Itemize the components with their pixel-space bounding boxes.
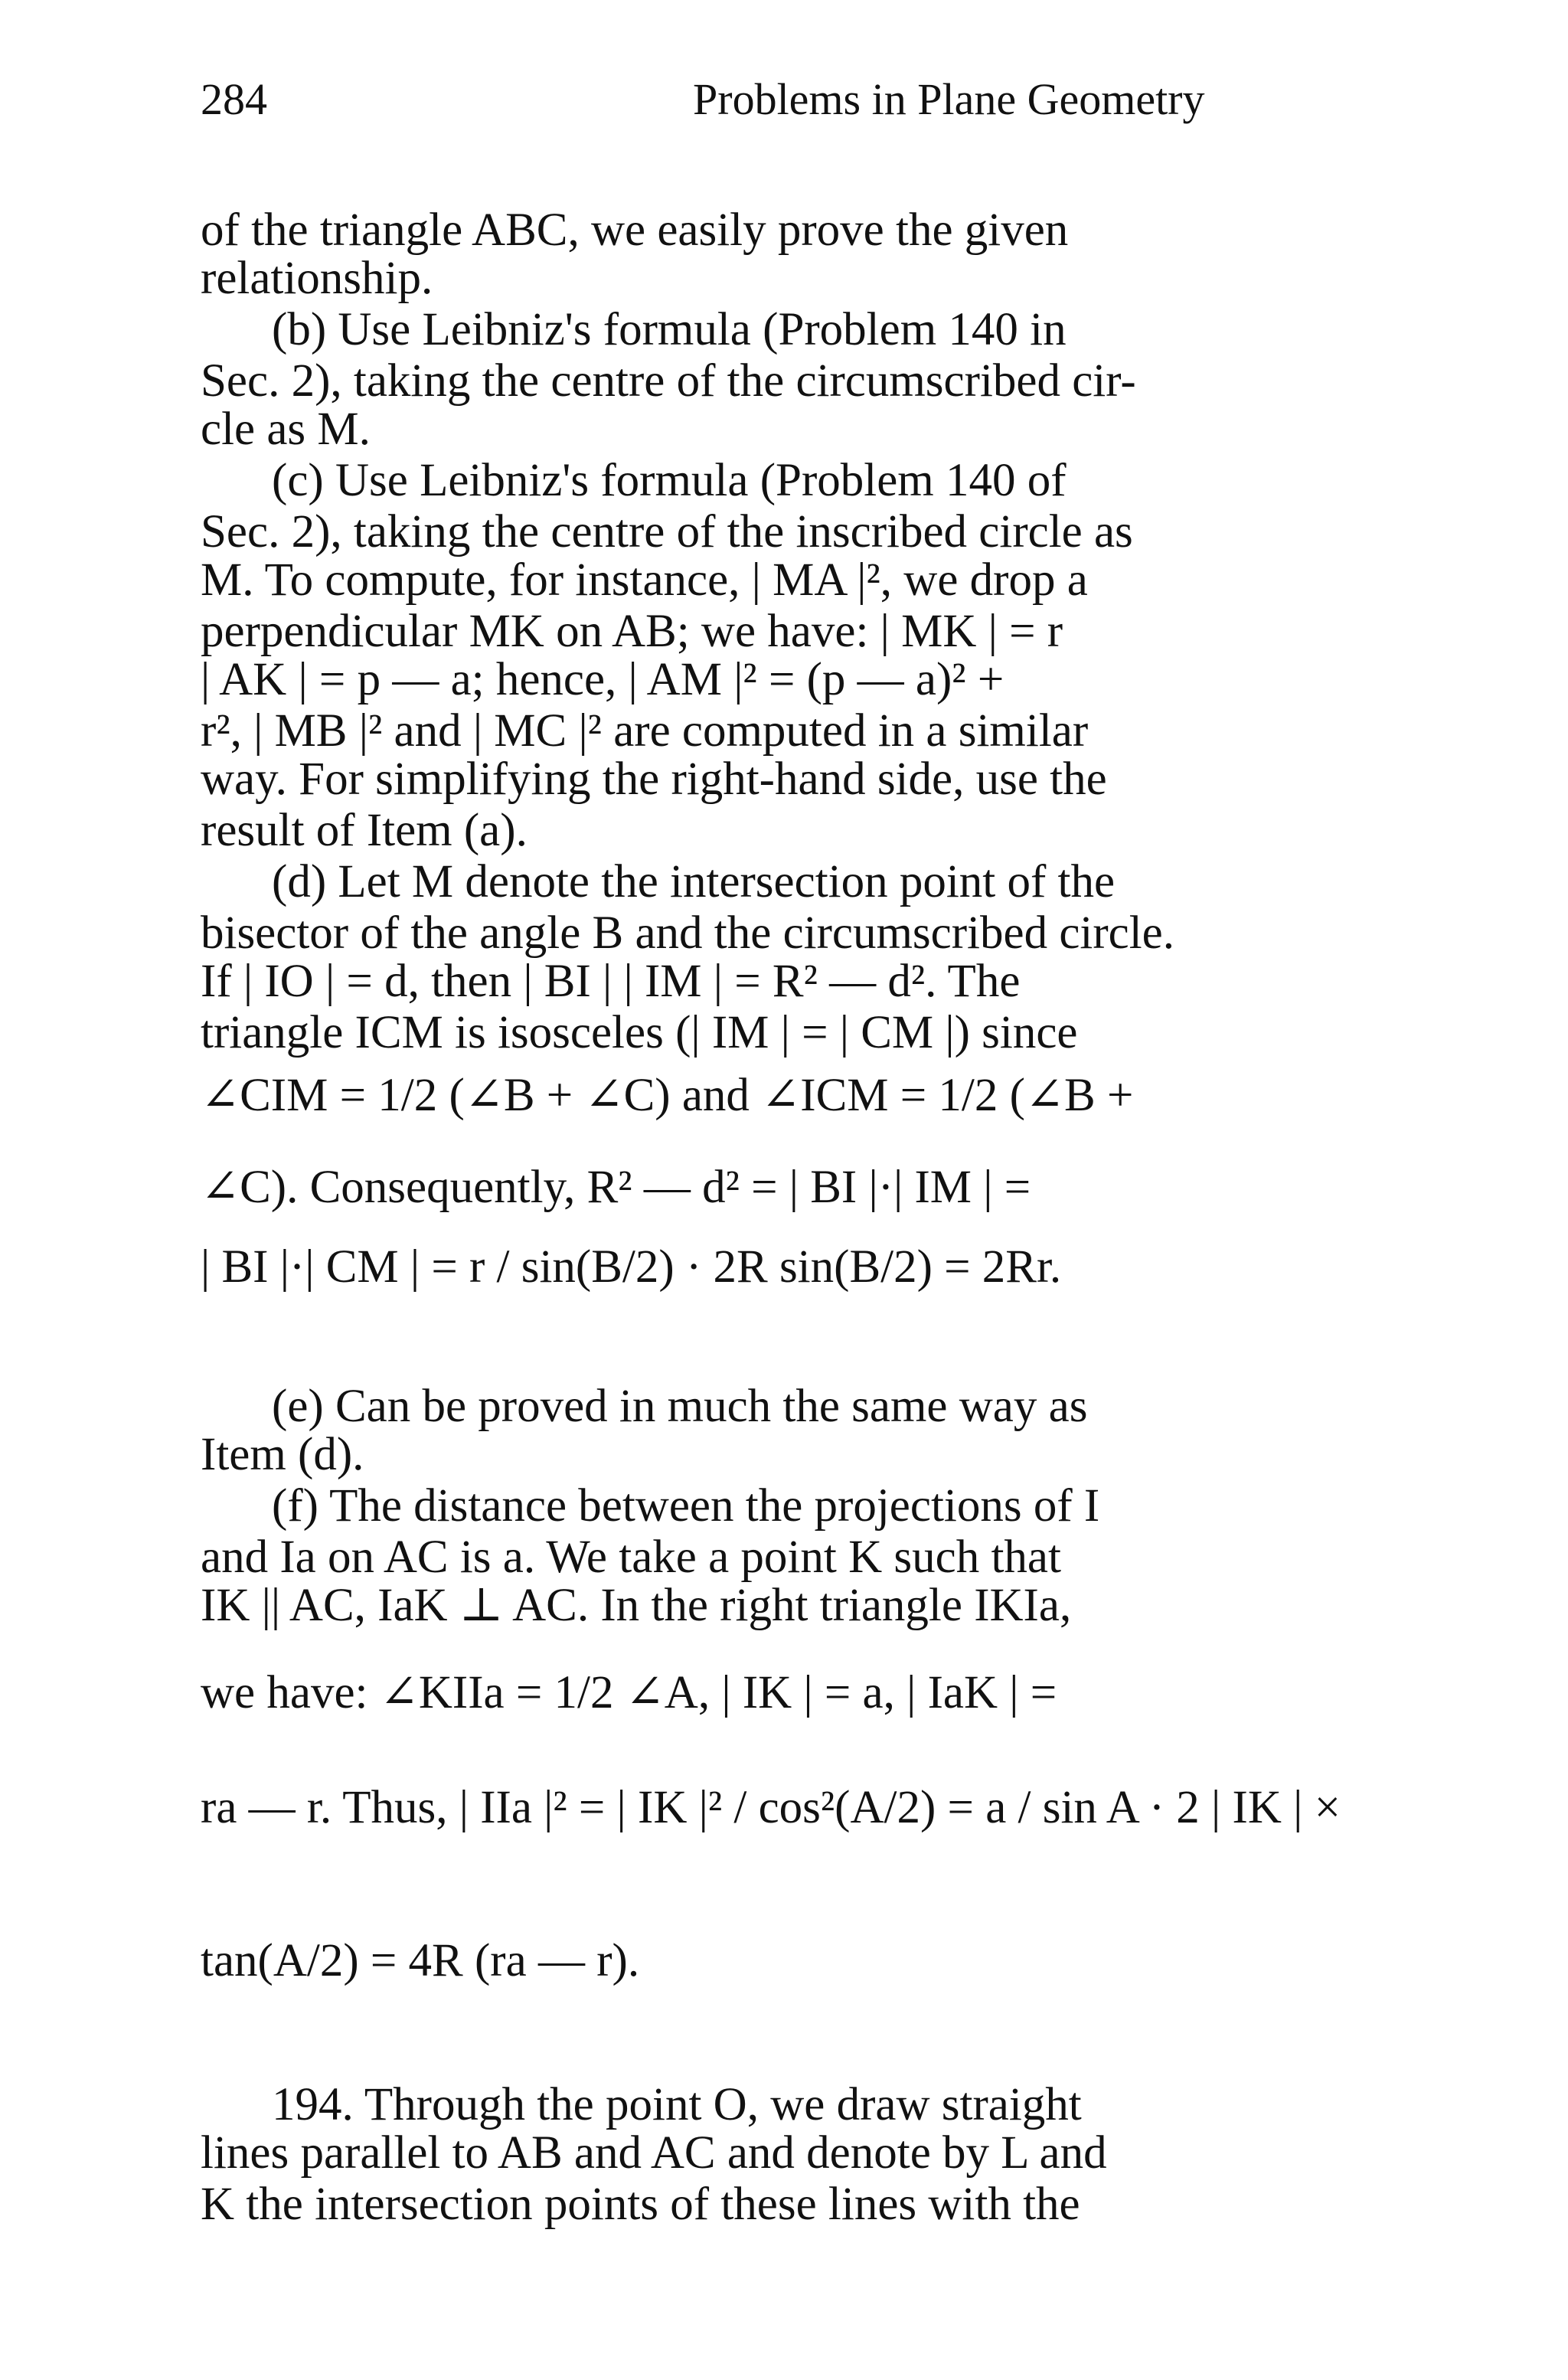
text-line: bisector of the angle B and the circumscribed circle.	[201, 907, 1175, 959]
equation-line: ∠CIM = 1/2 (∠B + ∠C) and ∠ICM = 1/2 (∠B +	[201, 1070, 1134, 1121]
text-line: way. For simplifying the right-hand side, use the	[201, 754, 1107, 805]
equation-line: ra — r. Thus, | IIa |² = | IK |² / cos²(A/2) = a / sin A · 2 | IK | ×	[201, 1782, 1341, 1833]
text-line: (d) Let M denote the intersection point of the	[272, 856, 1116, 907]
text-line: Sec. 2), taking the centre of the circumscribed cir-	[201, 355, 1136, 407]
text-line: 194. Through the point O, we draw straight	[272, 2079, 1082, 2130]
equation-line: tan(A/2) = 4R (ra — r).	[201, 1935, 640, 1986]
text-line: cle as M.	[201, 404, 371, 455]
running-title: Problems in Plane Geometry	[693, 74, 1205, 124]
equation-line: ∠C). Consequently, R² — d² = | BI |·| IM | =	[201, 1162, 1031, 1213]
text-line: triangle ICM is isosceles (| IM | = | CM |) since	[201, 1007, 1078, 1058]
text-line: (e) Can be proved in much the same way as	[272, 1381, 1088, 1432]
text-line: of the triangle ABC, we easily prove the given	[201, 204, 1069, 256]
page-number: 284	[201, 74, 267, 124]
text-line: r², | MB |² and | MC |² are computed in a similar	[201, 705, 1089, 757]
text-line: M. To compute, for instance, | MA |², we drop a	[201, 554, 1088, 606]
text-line: relationship.	[201, 253, 433, 304]
text-line: and Ia on AC is a. We take a point K such that	[201, 1532, 1061, 1583]
text-line: perpendicular MK on AB; we have: | MK | = r	[201, 606, 1063, 657]
equation-line: we have: ∠KIIa = 1/2 ∠A, | IK | = a, | IaK | =	[201, 1667, 1057, 1718]
text-line: Item (d).	[201, 1429, 364, 1480]
text-line: K the intersection points of these lines with the	[201, 2179, 1080, 2230]
text-line: result of Item (a).	[201, 805, 528, 856]
text-line: If | IO | = d, then | BI | | IM | = R² — d². The	[201, 956, 1021, 1007]
text-line: lines parallel to AB and AC and denote by L and	[201, 2127, 1107, 2179]
equation-line: | BI |·| CM | = r / sin(B/2) · 2R sin(B/2) = 2Rr.	[201, 1241, 1062, 1293]
text-line: | AK | = p — a; hence, | AM |² = (p — a)² +	[201, 654, 1004, 705]
text-line: Sec. 2), taking the centre of the inscribed circle as	[201, 506, 1133, 557]
text-line: (f) The distance between the projections of I	[272, 1480, 1100, 1532]
text-line: (b) Use Leibniz's formula (Problem 140 in	[272, 304, 1067, 355]
text-line: IK || AC, IaK ⊥ AC. In the right triangle IKIa,	[201, 1580, 1072, 1631]
text-line: (c) Use Leibniz's formula (Problem 140 of	[272, 455, 1067, 506]
